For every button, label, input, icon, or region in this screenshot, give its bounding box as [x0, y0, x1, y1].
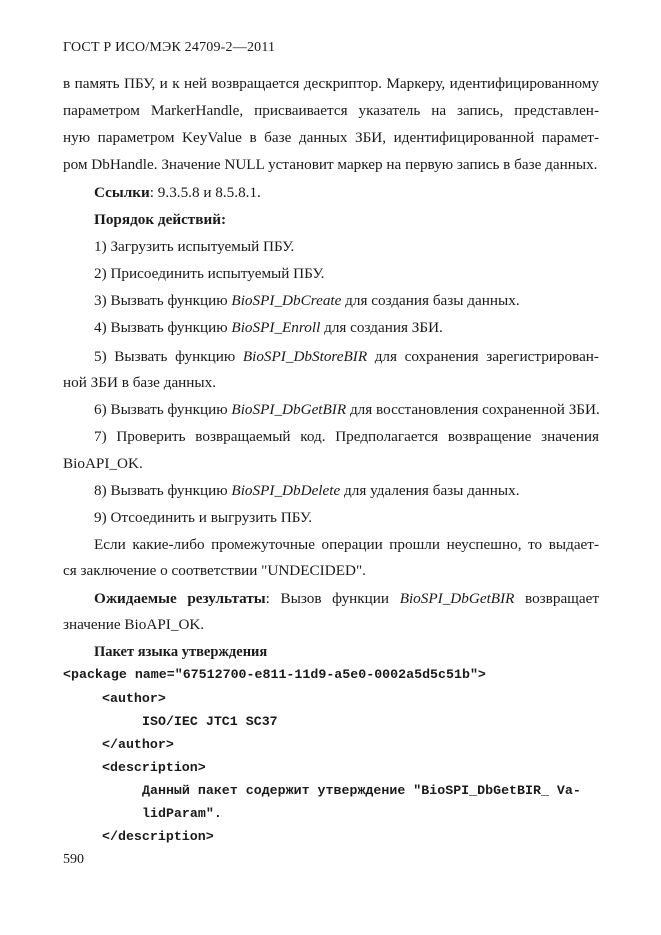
page-number: 590	[63, 852, 84, 867]
step-3	[94, 291, 520, 311]
step-4-function: BioSPI_Enroll	[231, 319, 321, 336]
step-3-post: для создания базы данных.	[341, 292, 520, 309]
references	[94, 183, 261, 203]
code-line-6: Данный пакет содержит утверждение "BioSPI_DbGetBIR_ Va-	[142, 783, 581, 798]
step-8-pre: 8) Вызвать функцию	[94, 482, 232, 499]
step-6	[94, 400, 600, 420]
step-4	[94, 318, 443, 338]
failure-line-2: ся заключение о соответствии "UNDECIDED".	[63, 562, 366, 579]
step-7-line-2: BioAPI_OK.	[63, 455, 143, 472]
step-8-function: BioSPI_DbDelete	[231, 482, 341, 499]
expected-function: BioSPI_DbGetBIR	[399, 590, 515, 607]
step-2: 2) Присоединить испытуемый ПБУ.	[94, 265, 325, 282]
intro-line-1: в память ПБУ, и к ней возвращается дескриптор. Маркеру, идентифицированному	[63, 75, 599, 92]
intro-line-3: ную параметром KeyValue в базе данных ЗБИ, идентифицированной парамет-	[63, 129, 599, 146]
step-7-line-1: 7) Проверить возвращаемый код. Предполагается возвращение значения	[94, 428, 599, 445]
code-line-2: <author>	[102, 691, 166, 706]
code-line-3: ISO/IEC JTC1 SC37	[142, 714, 278, 729]
intro-line-2: параметром MarkerHandle, присваивается указатель на запись, представлен-	[63, 102, 599, 119]
step-6-pre: 6) Вызвать функцию	[94, 401, 232, 418]
expected-pre: : Вызов функции	[265, 590, 400, 607]
step-5-function: BioSPI_DbStoreBIR	[242, 348, 368, 365]
step-5-pre: 5) Вызвать функцию	[94, 348, 243, 365]
step-4-pre: 4) Вызвать функцию	[94, 319, 232, 336]
code-line-5: <description>	[102, 760, 206, 775]
expected-label: Ожидаемые результаты	[94, 590, 266, 607]
step-4-post: для создания ЗБИ.	[320, 319, 443, 336]
package-title	[94, 642, 267, 662]
code-line-1: <package name="67512700-e811-11d9-a5e0-0002a5d5c51b">	[63, 667, 486, 682]
step-8-post: для удаления базы данных.	[340, 482, 520, 499]
code-line-7: lidParam".	[142, 806, 222, 821]
step-6-function: BioSPI_DbGetBIR	[231, 401, 347, 418]
failure-line-1: Если какие-либо промежуточные операции прошли неуспешно, то выдает-	[94, 536, 599, 553]
step-3-pre: 3) Вызвать функцию	[94, 292, 232, 309]
references-label: Ссылки	[94, 184, 150, 201]
expected-post: возвращает	[514, 590, 599, 607]
expected-line-2: значение BioAPI_OK.	[63, 616, 205, 633]
procedure-title-text: Порядок действий:	[94, 211, 227, 228]
step-5	[63, 344, 599, 371]
step-5-continuation: ной ЗБИ в базе данных.	[63, 374, 217, 391]
step-5-post: для сохранения зарегистрирован-	[367, 348, 599, 365]
step-8	[94, 481, 520, 501]
procedure-title	[94, 210, 226, 230]
running-header: ГОСТ Р ИСО/МЭК 24709-2—2011	[63, 40, 276, 55]
code-line-4: </author>	[102, 737, 174, 752]
expected-results	[63, 586, 599, 613]
package-title-text: Пакет языка утверждения	[94, 644, 268, 660]
step-9: 9) Отсоединить и выгрузить ПБУ.	[94, 509, 312, 526]
step-6-post: для восстановления сохраненной ЗБИ.	[346, 401, 600, 418]
references-text: : 9.3.5.8 и 8.5.8.1.	[149, 184, 261, 201]
code-line-8: </description>	[102, 829, 214, 844]
step-3-function: BioSPI_DbCreate	[231, 292, 342, 309]
step-1: 1) Загрузить испытуемый ПБУ.	[94, 238, 295, 255]
intro-line-4: ром DbHandle. Значение NULL установит маркер на первую запись в базе данных.	[63, 156, 598, 173]
